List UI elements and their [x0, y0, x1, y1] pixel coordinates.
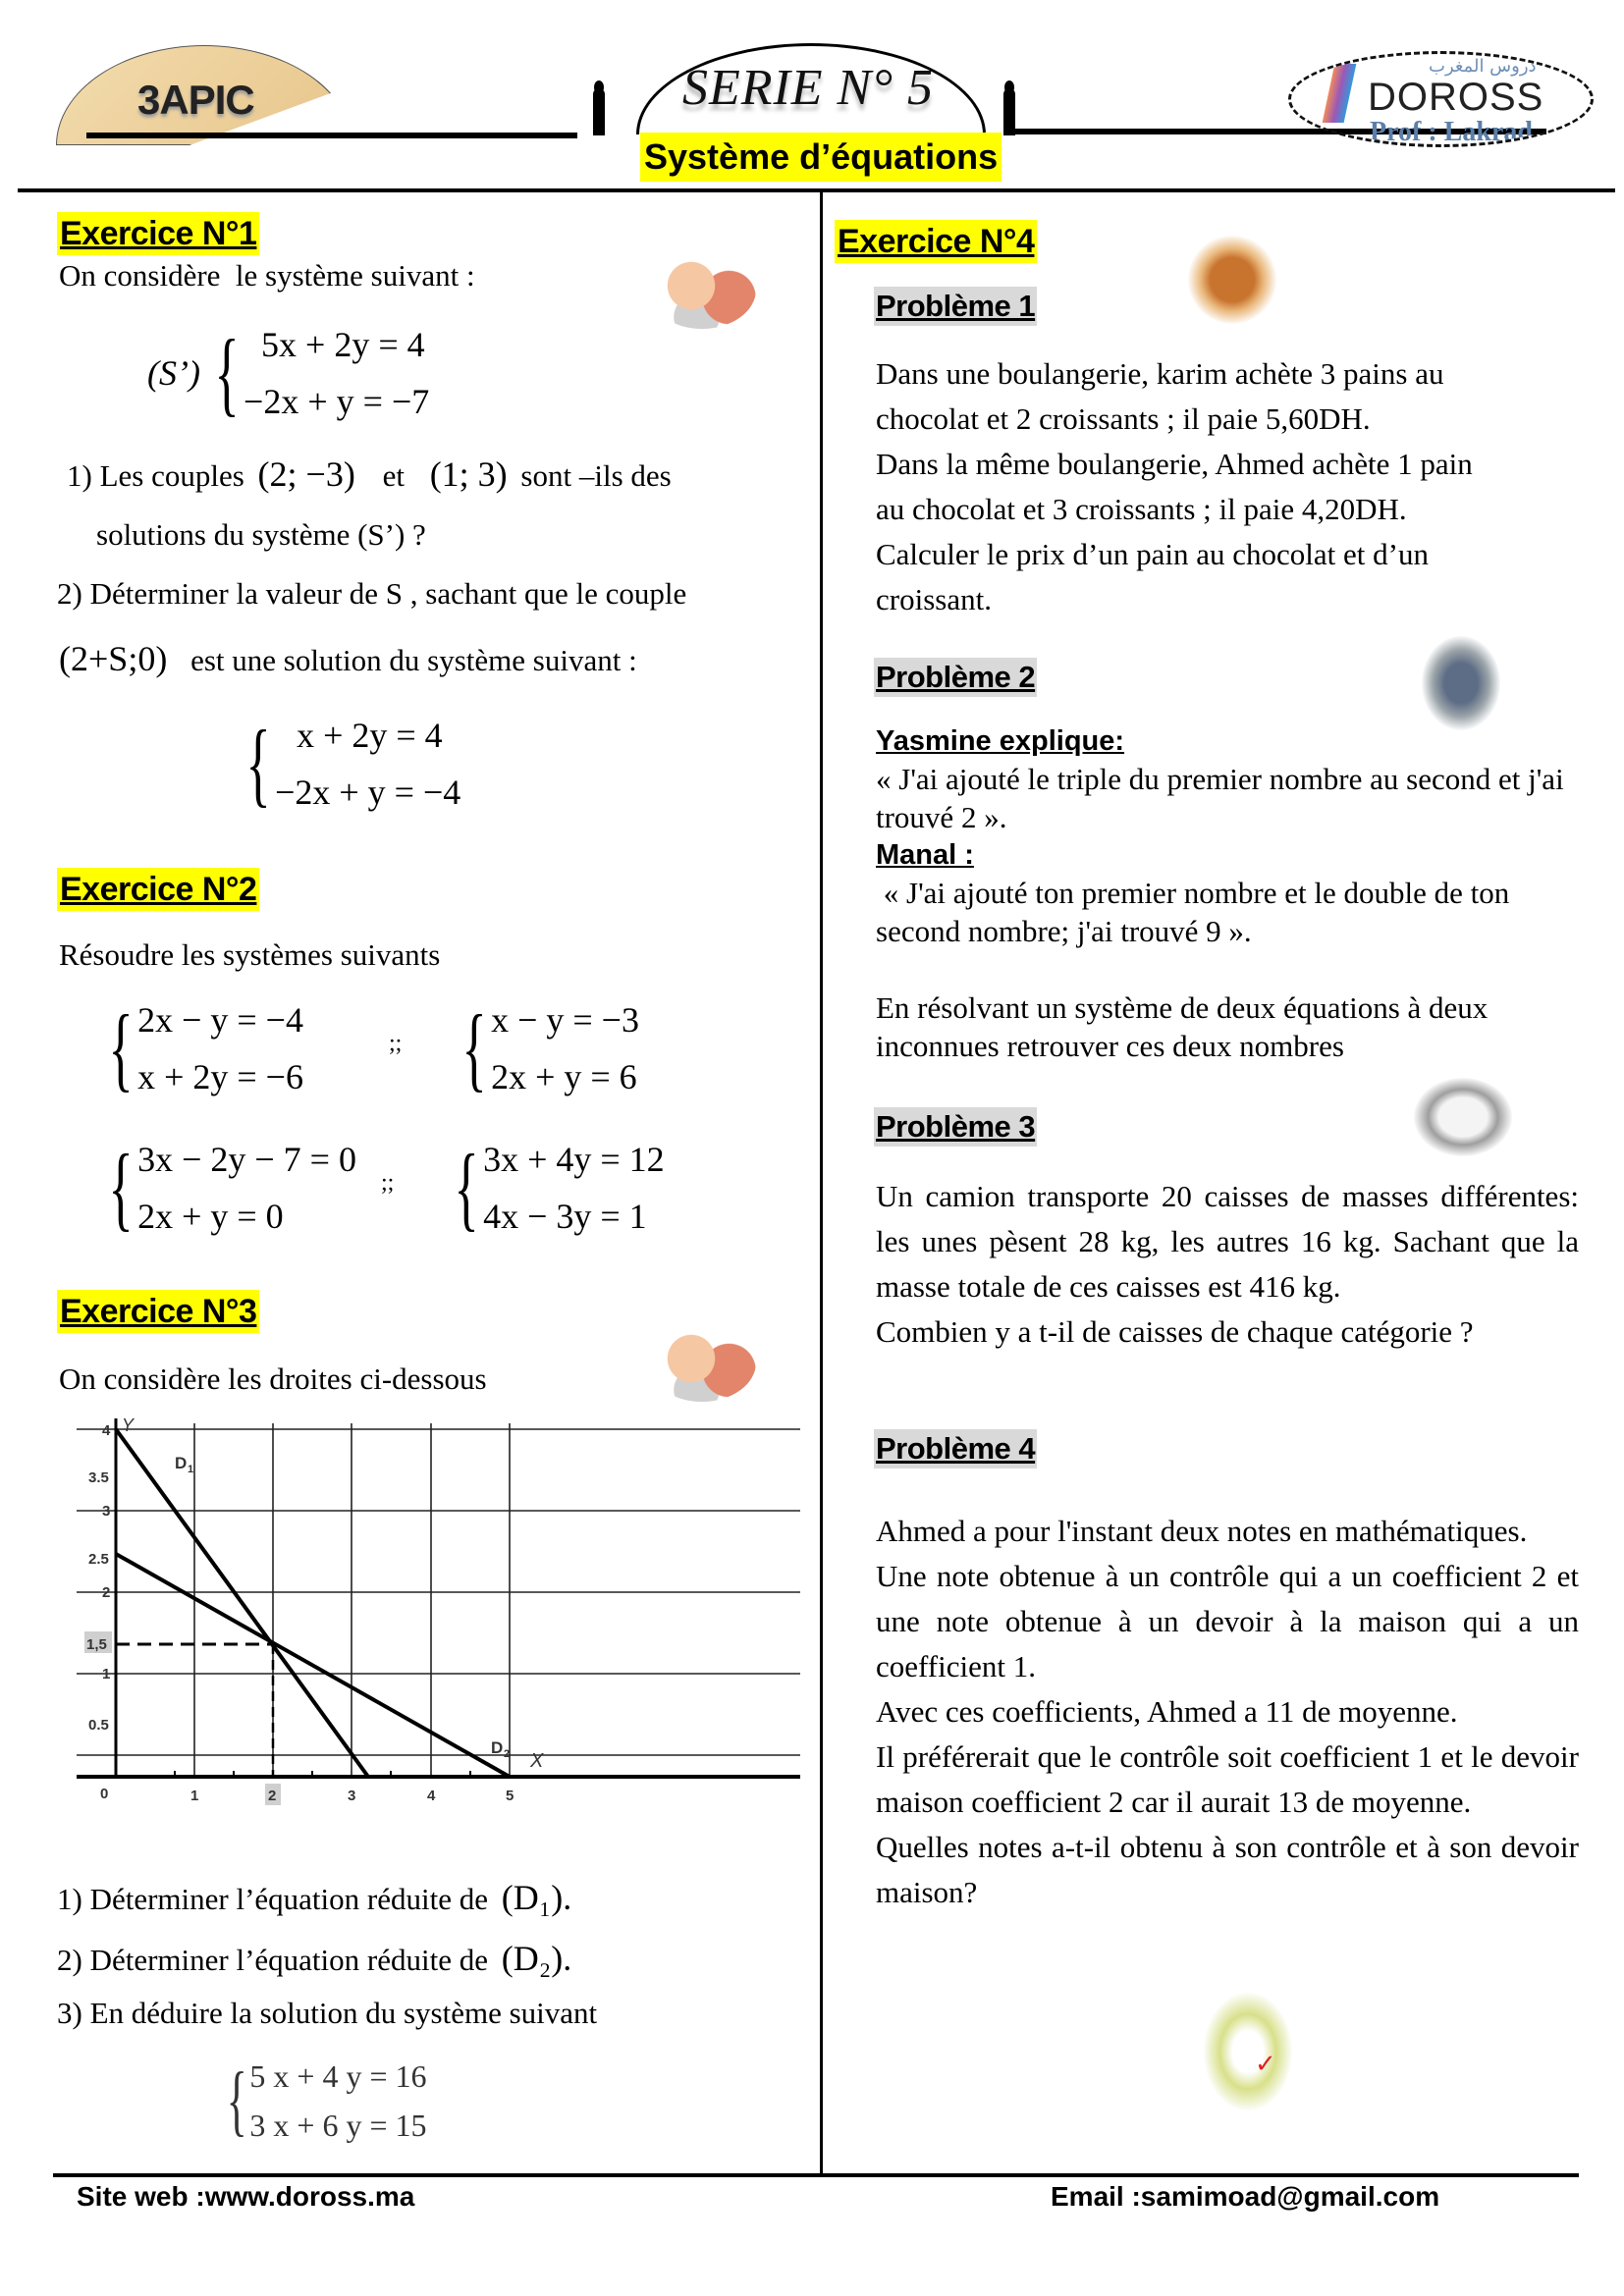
- couple-2: (1; 3): [429, 454, 508, 494]
- exercice-2-intro: Résoudre les systèmes suivants: [59, 937, 441, 972]
- equation: 2x + y = 6: [491, 1057, 637, 1096]
- exercice-3-title: Exercice N°3: [57, 1290, 259, 1333]
- probleme-1-text: [876, 351, 1583, 622]
- svg-text:D: D: [491, 1738, 504, 1757]
- quote-manal: « J'ai ajouté ton premier nombre et le double de ton second nombre; j'ai trouvé 9 ».: [876, 876, 1517, 948]
- probleme-2-title: Problème 2: [874, 658, 1037, 697]
- probleme-3-text: [876, 1174, 1579, 1355]
- speaker-manal: Manal :: [876, 839, 974, 871]
- lines-graph: [69, 1414, 815, 1826]
- exercice-1-q2-line2: [59, 636, 637, 683]
- svg-text:Y: Y: [122, 1415, 135, 1435]
- grid: [77, 1423, 800, 1777]
- exercice-3-q2: [57, 1936, 571, 1983]
- svg-text:1: 1: [190, 1788, 199, 1804]
- system-a: [98, 991, 303, 1105]
- equation: 3x + 4y = 12: [483, 1140, 665, 1179]
- equation: x + 2y = −6: [137, 1057, 303, 1096]
- svg-text:5: 5: [506, 1788, 514, 1804]
- svg-text:4: 4: [102, 1422, 111, 1439]
- equation: 2x − y = −4: [137, 1000, 303, 1040]
- q1-et: et: [382, 458, 405, 493]
- svg-text:2: 2: [102, 1584, 111, 1601]
- exercice-2-title: Exercice N°2: [57, 868, 259, 911]
- footer-email: Email :samimoad@gmail.com: [1051, 2181, 1440, 2212]
- speaker-yasmine: Yasmine explique:: [876, 725, 1125, 757]
- column-divider: [820, 190, 823, 2175]
- equation: 3x − 2y − 7 = 0: [137, 1140, 356, 1179]
- svg-text:2: 2: [504, 1748, 511, 1760]
- q1-text: 1) Les couples: [67, 458, 244, 493]
- pillar-right-knob: [1004, 80, 1014, 94]
- line-d2-label: (D₂).: [501, 1939, 572, 1978]
- equation: 3 x + 6 y = 15: [249, 2108, 427, 2143]
- brace-icon: {: [461, 995, 487, 1100]
- header-separator: [18, 188, 1615, 192]
- system-final: [218, 2052, 427, 2150]
- probleme-2-task: En résolvant un système de deux équations à deux inconnues retrouver ces deux nombres: [876, 990, 1489, 1063]
- system-d: [444, 1131, 665, 1245]
- text-paragraph: Il préférerait que le contrôle soit coefficient 1 et le devoir maison coefficient 2 car il aurait 13 de moyenne.: [876, 1739, 1579, 1819]
- level-label: 3APIC: [137, 77, 254, 123]
- exercice-3-q3: 3) En déduire la solution du système suivant: [57, 1996, 598, 2030]
- text-paragraph: Quelles notes a-t-il obtenu à son contrôle et à son devoir maison?: [876, 1830, 1579, 1909]
- footer-separator: [53, 2173, 1579, 2177]
- pastry-illustration: [1188, 236, 1276, 324]
- equations: [244, 316, 429, 430]
- equations: [275, 707, 460, 821]
- logo-prof: Prof : Lakrad: [1370, 117, 1533, 147]
- system-name: (S’): [147, 353, 200, 393]
- workers-illustration: [1422, 636, 1500, 730]
- system-b: [452, 991, 639, 1105]
- probleme-2-body: [876, 722, 1583, 1065]
- svg-text:3.5: 3.5: [88, 1469, 109, 1486]
- system-2: [236, 707, 460, 821]
- svg-text:0.5: 0.5: [88, 1717, 109, 1734]
- brace-icon: {: [214, 320, 240, 425]
- brace-icon: {: [108, 995, 134, 1100]
- couple-2-plus-s: (2+S;0): [59, 639, 168, 678]
- pillar-left-knob: [594, 80, 604, 94]
- svg-text:1,5: 1,5: [86, 1636, 107, 1653]
- equation: x + 2y = 4: [297, 716, 443, 755]
- exercice-1-q1-line2: solutions du système (S’) ?: [96, 517, 426, 552]
- text-line: chocolat et 2 croissants ; il paie 5,60DH.: [876, 401, 1371, 436]
- text-line: au chocolat et 3 croissants ; il paie 4,20DH.: [876, 492, 1407, 526]
- brace-icon: {: [108, 1135, 134, 1240]
- svg-text:4: 4: [427, 1788, 436, 1804]
- exercice-3-q1: [57, 1875, 571, 1922]
- exercice-4-title: Exercice N°4: [835, 220, 1037, 263]
- svg-text:3: 3: [348, 1788, 356, 1804]
- serie-title: SERIE N° 5: [681, 60, 935, 116]
- text-paragraph: Avec ces coefficients, Ahmed a 11 de moyenne.: [876, 1694, 1458, 1729]
- line-d2: [116, 1554, 510, 1777]
- equation: −2x + y = −7: [244, 382, 430, 421]
- probleme-3-question: Combien y a t-il de caisses de chaque catégorie ?: [876, 1314, 1474, 1349]
- notebook-checkmark-illustration: [1204, 1993, 1292, 2110]
- svg-text:0: 0: [100, 1786, 109, 1802]
- text-line: croissant.: [876, 582, 992, 616]
- line-d1: [116, 1429, 368, 1777]
- equation: −2x + y = −4: [275, 773, 461, 812]
- system-s-prime: [147, 316, 429, 430]
- separator: ;;: [389, 1031, 403, 1056]
- couple-1: (2; −3): [257, 454, 355, 494]
- q1-text-end: sont –ils des: [520, 458, 672, 493]
- text-line: Dans la même boulangerie, Ahmed achète 1 pain: [876, 447, 1473, 481]
- subject-title: Système d’équations: [640, 133, 1001, 182]
- svg-text:1: 1: [188, 1464, 194, 1475]
- exercice-1-intro: On considère le système suivant :: [59, 258, 475, 293]
- student-reading-illustration: [648, 1323, 756, 1402]
- text-paragraph: Une note obtenue à un contrôle qui a un coefficient 2 et une note obtenue à un devoir à la maison qui a un coefficient 1.: [876, 1559, 1579, 1683]
- equation: 5 x + 4 y = 16: [249, 2058, 427, 2094]
- brace-icon: {: [245, 711, 271, 816]
- probleme-4-title: Problème 4: [874, 1429, 1037, 1468]
- q1-text: 1) Déterminer l’équation réduite de: [57, 1882, 488, 1916]
- exercice-3-intro: On considère les droites ci-dessous: [59, 1362, 487, 1396]
- brace-icon: {: [454, 1135, 479, 1240]
- footer-website: Site web :www.doross.ma: [77, 2181, 415, 2212]
- exercice-1-q1: [67, 452, 672, 499]
- student-reading-illustration: [648, 250, 756, 329]
- doross-logo: [1288, 51, 1594, 147]
- equation: 4x − 3y = 1: [483, 1197, 647, 1236]
- logo-book-icon: [1323, 64, 1357, 123]
- probleme-4-text: [876, 1509, 1579, 1915]
- header-line-left: [86, 133, 577, 138]
- equation: 5x + 2y = 4: [261, 325, 425, 364]
- exercice-1-q2: 2) Déterminer la valeur de S , sachant que le couple: [57, 576, 687, 611]
- equation: 2x + y = 0: [137, 1197, 284, 1236]
- pillar-left: [593, 88, 605, 135]
- header: [0, 0, 1624, 196]
- brace-icon: {: [226, 2057, 247, 2144]
- probleme-3-title: Problème 3: [874, 1107, 1037, 1147]
- checkmark-icon: ✓: [1255, 2050, 1276, 2078]
- svg-text:2: 2: [268, 1788, 277, 1804]
- separator: ;;: [381, 1170, 395, 1196]
- text-line: Calculer le prix d’un pain au chocolat et d’un: [876, 537, 1429, 571]
- probleme-1-title: Problème 1: [874, 287, 1037, 326]
- line-d1-label: (D₁).: [501, 1878, 572, 1917]
- q2-text: est une solution du système suivant :: [190, 643, 637, 677]
- q2-text: 2) Déterminer l’équation réduite de: [57, 1943, 488, 1977]
- svg-text:X: X: [530, 1750, 544, 1772]
- svg-text:2.5: 2.5: [88, 1551, 109, 1568]
- text-line: Dans une boulangerie, karim achète 3 pains au: [876, 356, 1444, 391]
- svg-text:3: 3: [102, 1503, 111, 1520]
- svg-text:D: D: [175, 1454, 188, 1472]
- probleme-3-statement: Un camion transporte 20 caisses de masses différentes: les unes pèsent 28 kg, les autres 16 kg. Sachant que la masse totale de ces caisses est 416 kg.: [876, 1179, 1579, 1304]
- truck-illustration: [1414, 1078, 1512, 1156]
- exercice-1-title: Exercice N°1: [57, 212, 259, 255]
- equation: x − y = −3: [491, 1000, 639, 1040]
- svg-text:1: 1: [102, 1666, 111, 1682]
- system-c: [98, 1131, 356, 1245]
- logo-arabic: دروس المغرب: [1429, 56, 1537, 77]
- logo-brand: DOROSS: [1368, 76, 1544, 119]
- text-paragraph: Ahmed a pour l'instant deux notes en mathématiques.: [876, 1514, 1528, 1548]
- quote-yasmine: « J'ai ajouté le triple du premier nombre au second et j'ai trouvé 2 ».: [876, 762, 1564, 834]
